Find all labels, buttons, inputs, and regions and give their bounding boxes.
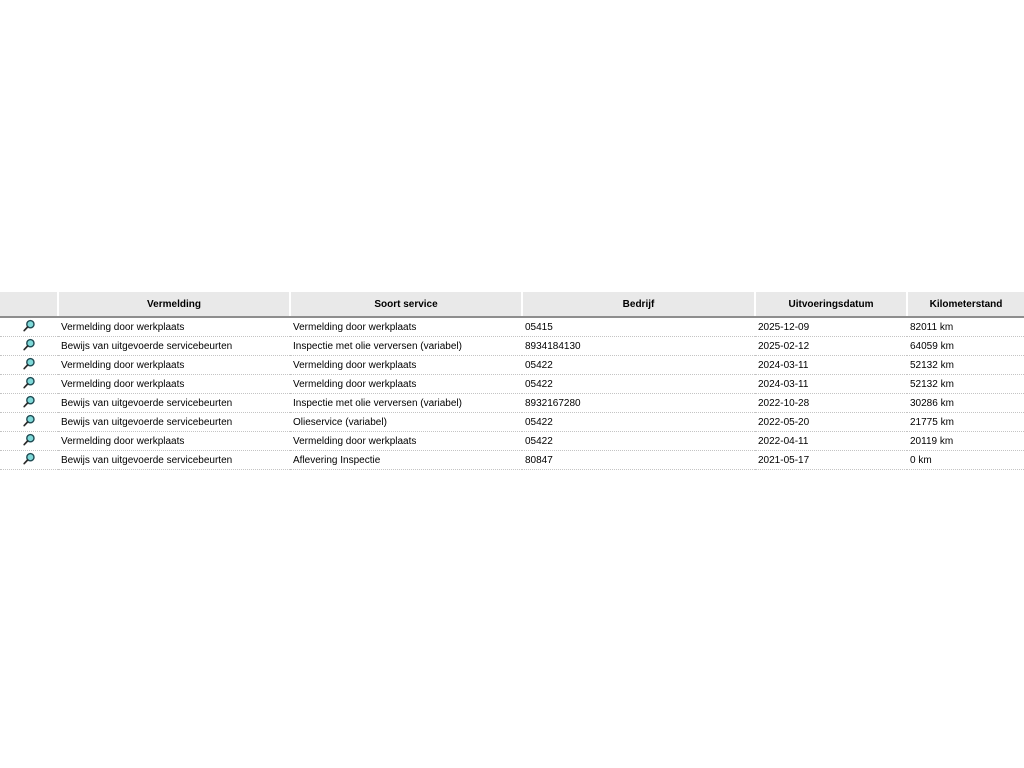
cell-soort-service: Vermelding door werkplaats [290, 375, 522, 394]
header-kilometerstand: Kilometerstand [907, 292, 1024, 317]
cell-soort-service: Inspectie met olie verversen (variabel) [290, 394, 522, 413]
cell-kilometerstand: 30286 km [907, 394, 1024, 413]
table-row [0, 432, 1024, 451]
cell-kilometerstand: 21775 km [907, 413, 1024, 432]
detail-cell [0, 432, 58, 451]
table-body [0, 317, 1024, 470]
cell-kilometerstand: 82011 km [907, 317, 1024, 337]
cell-uitvoeringsdatum: 2024-03-11 [755, 375, 907, 394]
magnifier-icon[interactable] [22, 376, 36, 390]
table-row [0, 317, 1024, 337]
cell-kilometerstand: 64059 km [907, 337, 1024, 356]
magnifier-icon-glyph [22, 319, 36, 333]
cell-bedrijf: 8932167280 [522, 394, 755, 413]
cell-uitvoeringsdatum: 2025-02-12 [755, 337, 907, 356]
magnifier-icon[interactable] [22, 338, 36, 352]
table-row [0, 375, 1024, 394]
magnifier-icon-glyph [22, 357, 36, 371]
detail-cell [0, 451, 58, 470]
header-bedrijf: Bedrijf [522, 292, 755, 317]
table-row [0, 451, 1024, 470]
table-row [0, 394, 1024, 413]
cell-soort-service: Vermelding door werkplaats [290, 317, 522, 337]
magnifier-icon-glyph [22, 414, 36, 428]
header-soort-service: Soort service [290, 292, 522, 317]
cell-kilometerstand: 0 km [907, 451, 1024, 470]
cell-vermelding: Vermelding door werkplaats [58, 432, 290, 451]
cell-vermelding: Vermelding door werkplaats [58, 375, 290, 394]
detail-cell [0, 394, 58, 413]
magnifier-icon-glyph [22, 338, 36, 352]
cell-soort-service: Aflevering Inspectie [290, 451, 522, 470]
magnifier-icon[interactable] [22, 319, 36, 333]
cell-soort-service: Vermelding door werkplaats [290, 356, 522, 375]
magnifier-icon[interactable] [22, 433, 36, 447]
magnifier-icon-glyph [22, 452, 36, 466]
cell-vermelding: Bewijs van uitgevoerde servicebeurten [58, 451, 290, 470]
table-header-row [0, 292, 1024, 317]
cell-vermelding: Bewijs van uitgevoerde servicebeurten [58, 394, 290, 413]
detail-cell [0, 317, 58, 337]
table-row [0, 337, 1024, 356]
table-row [0, 356, 1024, 375]
header-uitvoeringsdatum: Uitvoeringsdatum [755, 292, 907, 317]
cell-bedrijf: 05422 [522, 375, 755, 394]
magnifier-icon[interactable] [22, 414, 36, 428]
magnifier-icon[interactable] [22, 357, 36, 371]
cell-soort-service: Olieservice (variabel) [290, 413, 522, 432]
cell-bedrijf: 05422 [522, 356, 755, 375]
cell-kilometerstand: 52132 km [907, 356, 1024, 375]
magnifier-icon-glyph [22, 395, 36, 409]
cell-bedrijf: 8934184130 [522, 337, 755, 356]
cell-vermelding: Bewijs van uitgevoerde servicebeurten [58, 413, 290, 432]
cell-bedrijf: 80847 [522, 451, 755, 470]
cell-uitvoeringsdatum: 2022-04-11 [755, 432, 907, 451]
header-vermelding: Vermelding [58, 292, 290, 317]
header-detail-column [0, 292, 58, 317]
cell-vermelding: Vermelding door werkplaats [58, 317, 290, 337]
service-history-table [0, 292, 1024, 470]
cell-soort-service: Inspectie met olie verversen (variabel) [290, 337, 522, 356]
cell-uitvoeringsdatum: 2025-12-09 [755, 317, 907, 337]
cell-vermelding: Vermelding door werkplaats [58, 356, 290, 375]
detail-cell [0, 356, 58, 375]
magnifier-icon[interactable] [22, 395, 36, 409]
cell-vermelding: Bewijs van uitgevoerde servicebeurten [58, 337, 290, 356]
cell-soort-service: Vermelding door werkplaats [290, 432, 522, 451]
cell-bedrijf: 05422 [522, 432, 755, 451]
cell-kilometerstand: 52132 km [907, 375, 1024, 394]
cell-kilometerstand: 20119 km [907, 432, 1024, 451]
cell-uitvoeringsdatum: 2021-05-17 [755, 451, 907, 470]
detail-cell [0, 413, 58, 432]
cell-uitvoeringsdatum: 2022-10-28 [755, 394, 907, 413]
magnifier-icon-glyph [22, 433, 36, 447]
cell-uitvoeringsdatum: 2024-03-11 [755, 356, 907, 375]
magnifier-icon-glyph [22, 376, 36, 390]
cell-bedrijf: 05415 [522, 317, 755, 337]
table-row [0, 413, 1024, 432]
cell-uitvoeringsdatum: 2022-05-20 [755, 413, 907, 432]
cell-bedrijf: 05422 [522, 413, 755, 432]
detail-cell [0, 375, 58, 394]
magnifier-icon[interactable] [22, 452, 36, 466]
detail-cell [0, 337, 58, 356]
